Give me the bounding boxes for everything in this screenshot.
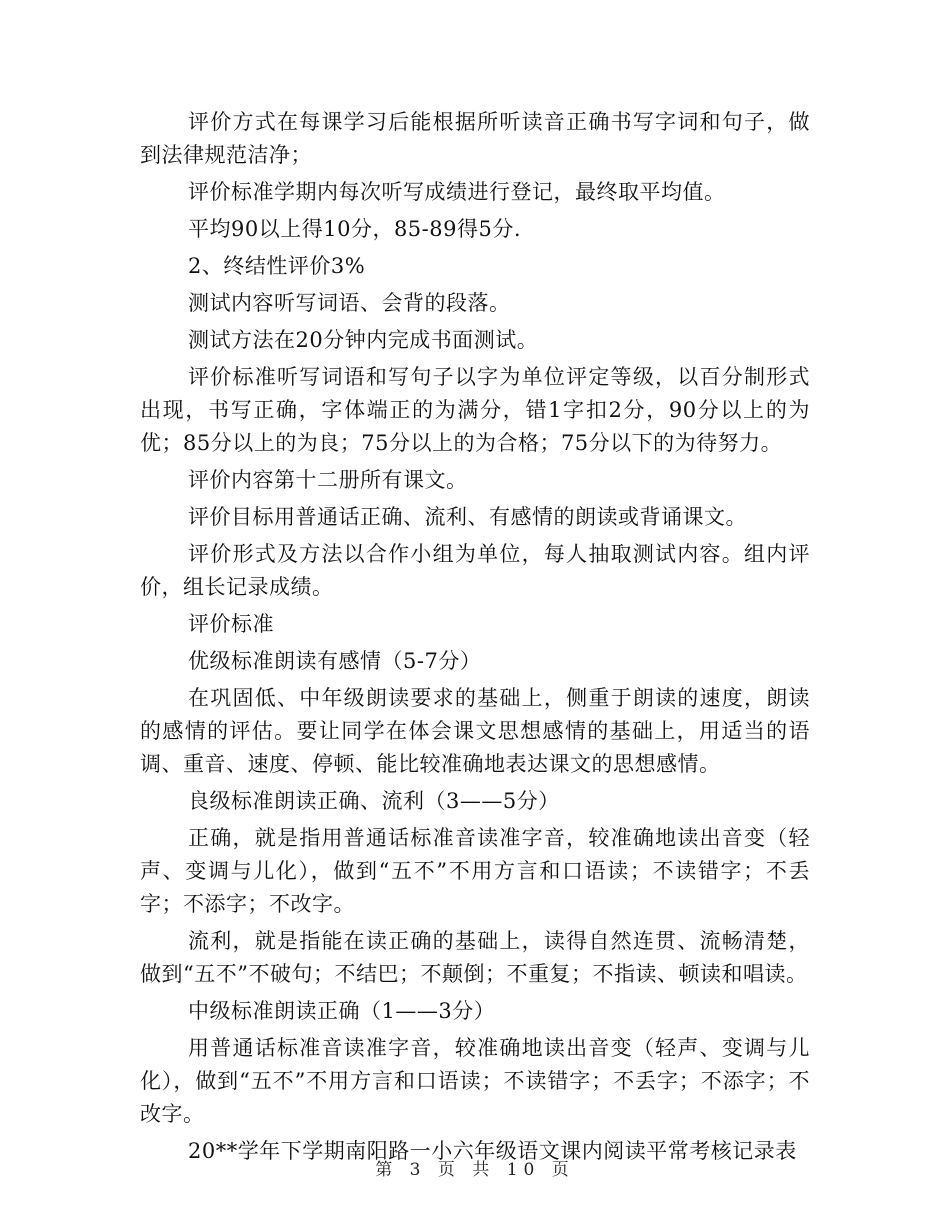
paragraph: 平均90以上得10分，85-89得5分.: [188, 217, 522, 241]
paragraph: 评价标准听写词语和写句子以字为单位评定等级，以百分制形式出现，书写正确，字体端正的为满分，错1字扣2分，90分以上的为优；85分以上的为良；75分以上的为合格；75分以下的为待努力。: [140, 365, 810, 455]
paragraph: 良级标准朗读正确、流利（3——5分）: [188, 789, 560, 813]
paragraph: 评价方式在每课学习后能根据所听读音正确书写字词和句子，做到法律规范洁净；: [140, 110, 810, 167]
paragraph: 用普通话标准音读准字音，较准确地读出音变（轻声、变调与儿化），做到“五不”不用方言和口语读；不读错字；不丢字；不添字；不改字。: [140, 1036, 810, 1126]
paragraph: 评价标准: [188, 612, 274, 636]
paragraph: 中级标准朗读正确（1——3分）: [188, 999, 496, 1023]
paragraph: 20**学年下学期南阳路一小六年级语文课内阅读平常考核记录表: [188, 1139, 797, 1163]
paragraph: 评价形式及方法以合作小组为单位，每人抽取测试内容。组内评价，组长记录成绩。: [140, 542, 810, 599]
paragraph: 评价内容第十二册所有课文。: [188, 468, 468, 492]
page-number: 第 3 页 共 10 页: [375, 1160, 575, 1180]
document-body: [140, 106, 810, 1172]
paragraph: 优级标准朗读有感情（5-7分）: [188, 649, 482, 673]
paragraph: 正确，就是指用普通话标准音读准字音，较准确地读出音变（轻声、变调与儿化），做到“五不”不用方言和口语读；不读错字；不丢字；不添字；不改字。: [140, 826, 810, 916]
paragraph: 流利，就是指能在读正确的基础上，读得自然连贯、流畅清楚，做到“五不”不破句；不结巴；不颠倒；不重复；不指读、顿读和唱读。: [140, 929, 810, 986]
paragraph: 评价标准学期内每次听写成绩进行登记，最终取平均值。: [188, 180, 726, 204]
paragraph: 评价目标用普通话正确、流利、有感情的朗读或背诵课文。: [188, 505, 747, 529]
section-heading: 2、终结性评价3%: [188, 254, 366, 278]
paragraph: 测试方法在20分钟内完成书面测试。: [188, 328, 539, 352]
paragraph: 测试内容听写词语、会背的段落。: [188, 291, 511, 315]
paragraph: 在巩固低、中年级朗读要求的基础上，侧重于朗读的速度，朗读的感情的评估。要让同学在体会课文思想感情的基础上，用适当的语调、重音、速度、停顿、能比较准确地表达课文的思想感情。: [140, 686, 810, 776]
